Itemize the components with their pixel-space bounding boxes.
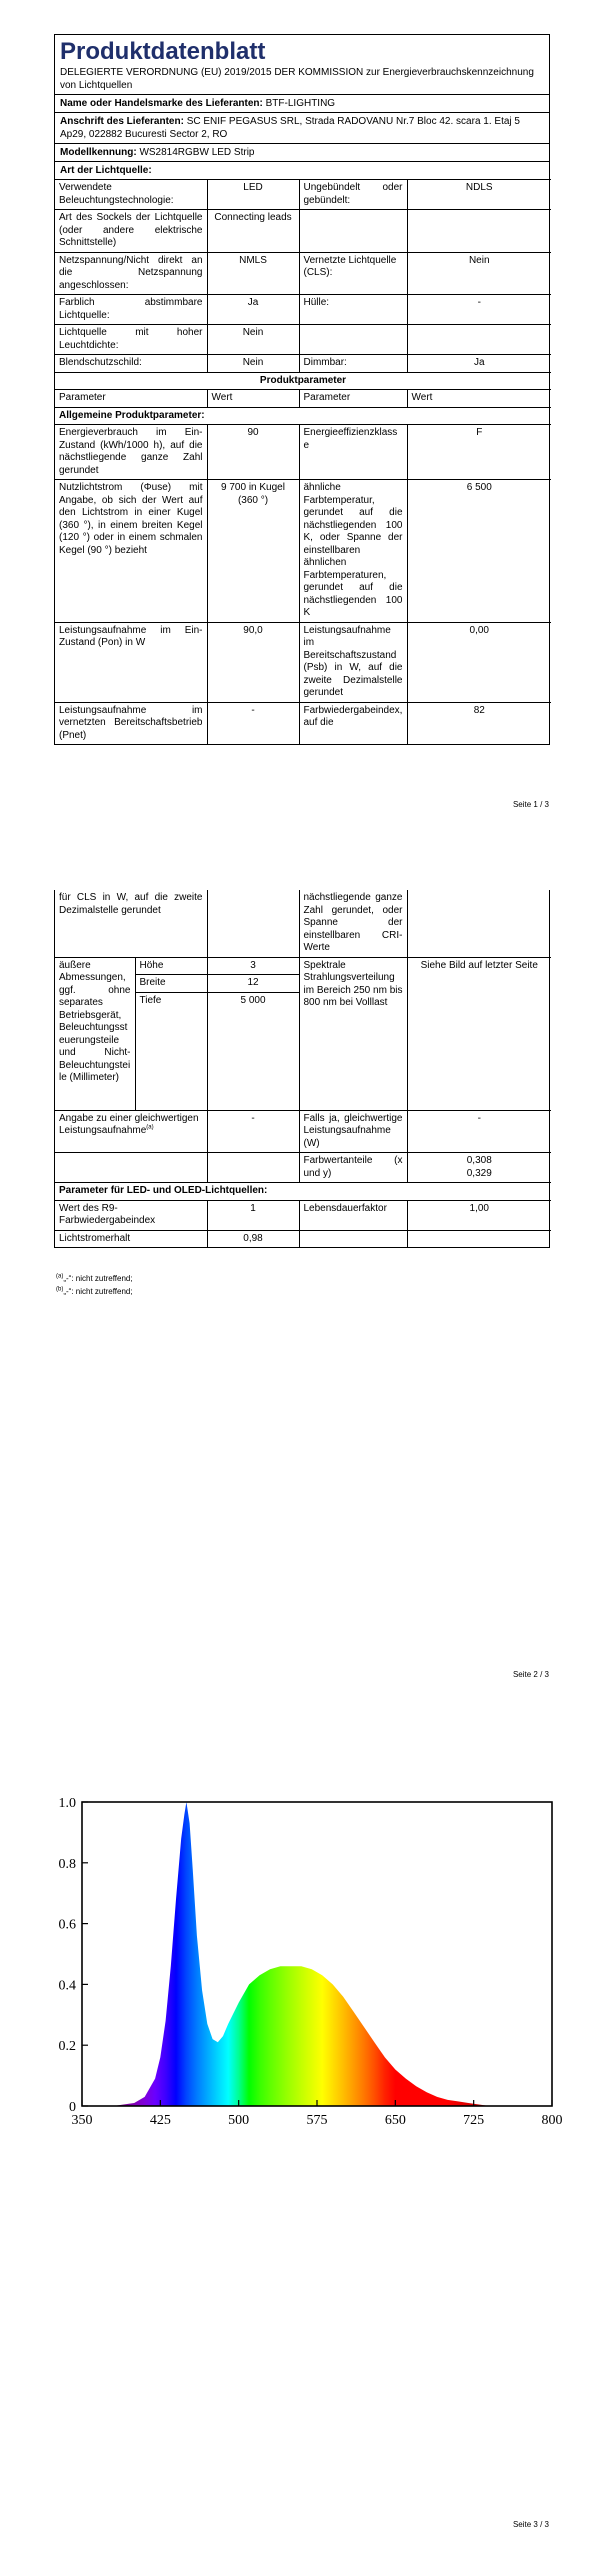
cell-value: 1,00: [407, 1200, 551, 1230]
col-header-param: Parameter: [299, 390, 407, 408]
cell-label: Angabe zu einer gleichwertigen Leistungsaufnahme$^{(a)}$: [55, 1110, 207, 1153]
model-id-value: WS2814RGBW LED Strip: [139, 147, 255, 158]
table-header-row: [55, 390, 551, 408]
cell-label: Nutzlichtstrom (Φuse) mit Angabe, ob sich der Wert auf den Lichtstrom in einer Kugel (360 °), in einem breiten Kegel (120 °) oder in einem schmalen Kegel (90 °) bezieht: [55, 480, 207, 623]
cell-value: [407, 210, 551, 253]
supplier-address-label: Anschrift des Lieferanten:: [60, 116, 184, 127]
supplier-address-value: SC ENIF PEGASUS SRL, Strada RADOVANU Nr.7 Bloc 42. scara 1. Etaj 5 Ap29, 022882 Bucuresti Sector 2, RO: [60, 116, 520, 140]
light-source-table: [55, 179, 551, 744]
page-3: [0, 1740, 603, 2560]
footnotes: [56, 1272, 133, 1298]
cell-label: nächstliegende ganze Zahl gerundet, oder Spanne der einstellbaren CRI-Werte: [299, 890, 407, 957]
cell-value: Nein: [407, 252, 551, 295]
table-row: [55, 295, 551, 325]
spectrum-area: [113, 1802, 531, 2106]
y-tick-label: 0: [69, 2100, 76, 2115]
y-tick-label: 0.8: [58, 1856, 76, 1872]
model-id-label: Modellkennung:: [60, 147, 137, 158]
cell-value: 82: [407, 702, 551, 744]
col-header-param: Parameter: [55, 390, 207, 408]
footnote-b: $^{(b)}$„-“: nicht zutreffend;: [56, 1286, 133, 1296]
supplier-name: [55, 94, 549, 112]
cell-label: für CLS in W, auf die zweite Dezimalstelle gerundet: [55, 890, 207, 957]
datasheet-page-2: [54, 890, 550, 1248]
cell-value: 0,308 0,329: [407, 1153, 551, 1183]
y-tick-label: 0.2: [58, 2039, 76, 2055]
cell-value: LED: [207, 180, 299, 210]
page-number: Seite 1 / 3: [512, 800, 549, 809]
cell-value: [407, 325, 551, 355]
cell-value: -: [407, 295, 551, 325]
y-tick-label: 0.4: [58, 1978, 76, 1994]
table-row: [55, 957, 551, 975]
table-row: [55, 407, 551, 425]
cell-value: Connecting leads: [207, 210, 299, 253]
cell-label: Farbwertanteile (x und y): [299, 1153, 407, 1183]
x-tick-label: 800: [541, 2113, 563, 2128]
cell-value: 9 700 in Kugel (360 °): [207, 480, 299, 623]
cell-label: [299, 210, 407, 253]
table-row: [55, 1153, 551, 1183]
cell-label: Leistungsaufnahme im Ein-Zustand (Pon) in W: [55, 622, 207, 702]
dimension-name: Höhe: [135, 957, 207, 975]
cell-value: [207, 890, 299, 957]
cell-value: Nein: [207, 325, 299, 355]
spectral-distribution-chart: [40, 1740, 563, 2300]
x-tick-label: 575: [306, 2113, 328, 2128]
page-title: Produktdatenblatt: [60, 38, 266, 65]
page-1: [0, 0, 603, 820]
cell-label: Verwendete Beleuchtungstechnologie:: [55, 180, 207, 210]
dimension-value: 5 000: [207, 992, 299, 1110]
table-row: [55, 372, 551, 390]
cell-label: Blendschutzschild:: [55, 355, 207, 373]
table-row: [55, 702, 551, 744]
cell-value: -: [407, 1110, 551, 1153]
cell-value: 90,0: [207, 622, 299, 702]
dimensions-label: äußere Abmessungen, ggf. ohne separates Betriebsgerät, Beleuchtungssteuerungsteile und Nicht-Beleuchtungsteile (Millimeter): [55, 957, 135, 1110]
cell-label: Farblich abstimmbare Lichtquelle:: [55, 295, 207, 325]
cell-value: NDLS: [407, 180, 551, 210]
cell-label: Falls ja, gleichwertige Leistungsaufnahme (W): [299, 1110, 407, 1153]
cell-label: Netzspannung/Nicht direkt an die Netzspannung angeschlossen:: [55, 252, 207, 295]
datasheet-page-1: [54, 34, 550, 745]
cell-value: NMLS: [207, 252, 299, 295]
table-row: [55, 1200, 551, 1230]
cell-label: ähnliche Farbtemperatur, gerundet auf die nächstliegenden 100 K, oder Spanne der einstellbaren ähnlichen Farbtemperaturen, gerundet auf die nächstliegenden 100 K: [299, 480, 407, 623]
cell-value: Ja: [407, 355, 551, 373]
cell-value: 6 500: [407, 480, 551, 623]
dimension-name: Tiefe: [135, 992, 207, 1110]
model-id: [55, 143, 549, 161]
table-row: [55, 1110, 551, 1153]
footnote-a: $^{(a)}$„-“: nicht zutreffend;: [56, 1273, 133, 1283]
table-row: [55, 325, 551, 355]
cell-value: [407, 1230, 551, 1247]
cell-label: Ungebündelt oder gebündelt:: [299, 180, 407, 210]
cell-label: Vernetzte Lichtquelle (CLS):: [299, 252, 407, 295]
supplier-name-value: BTF-LIGHTING: [265, 98, 336, 109]
cell-label: [299, 325, 407, 355]
cell-value: F: [407, 425, 551, 480]
page-2: [0, 880, 603, 1700]
cell-label: Art des Sockels der Lichtquelle (oder andere elektrische Schnittstelle): [55, 210, 207, 253]
cell-value: Ja: [207, 295, 299, 325]
cell-value: 0,00: [407, 622, 551, 702]
cell-label: Energieeffizienzklasse: [299, 425, 407, 480]
y-tick-label: 1.0: [58, 1796, 76, 1811]
supplier-address: [55, 112, 549, 143]
cell-label: Hülle:: [299, 295, 407, 325]
general-params-heading: Allgemeine Produktparameter:: [55, 407, 551, 425]
cell-label: Dimmbar:: [299, 355, 407, 373]
table-row: [55, 425, 551, 480]
cell-value: 1: [207, 1200, 299, 1230]
cell-label: Energieverbrauch im Ein-Zustand (kWh/1000 h), auf die nächstliegende ganze Zahl gerundet: [55, 425, 207, 480]
cell-label: [299, 1230, 407, 1247]
product-params-heading: Produktparameter: [55, 372, 551, 390]
page-number: Seite 2 / 3: [512, 1670, 549, 1679]
table-row: [55, 622, 551, 702]
page-number: Seite 3 / 3: [512, 2520, 549, 2529]
table-row: [55, 890, 551, 957]
cell-label: Lichtquelle mit hoher Leuchtdichte:: [55, 325, 207, 355]
cell-label: Farbwiedergabeindex, auf die: [299, 702, 407, 744]
x-tick-label: 425: [149, 2113, 171, 2128]
led-params-heading: Parameter für LED- und OLED-Lichtquellen:: [55, 1183, 551, 1201]
cell-label: Lebensdauerfaktor: [299, 1200, 407, 1230]
cell-label: [55, 1153, 207, 1183]
x-tick-label: 350: [71, 2113, 93, 2128]
cell-value: [407, 890, 551, 957]
cell-value: 90: [207, 425, 299, 480]
x-tick-label: 500: [228, 2113, 250, 2128]
table-row: [55, 355, 551, 373]
table-row: [55, 480, 551, 623]
x-tick-label: 725: [463, 2113, 485, 2128]
cell-label: Spektrale Strahlungsverteilung im Bereich 250 nm bis 800 nm bei Volllast: [299, 957, 407, 1110]
col-header-value: Wert: [207, 390, 299, 408]
cell-label: Wert des R9-Farbwiedergabeindex: [55, 1200, 207, 1230]
cell-value: Siehe Bild auf letzter Seite: [407, 957, 551, 1110]
col-header-value: Wert: [407, 390, 551, 408]
table-row: [55, 180, 551, 210]
dimension-value: 3: [207, 957, 299, 975]
supplier-name-label: Name oder Handelsmarke des Lieferanten:: [60, 98, 263, 109]
cell-value: [207, 1153, 299, 1183]
table-row: [55, 1183, 551, 1201]
cell-value: -: [207, 1110, 299, 1153]
y-tick-label: 0.6: [58, 1917, 76, 1933]
table-row: [55, 252, 551, 295]
cell-label: Lichtstromerhalt: [55, 1230, 207, 1247]
cell-value: 0,98: [207, 1230, 299, 1247]
light-source-heading: Art der Lichtquelle:: [55, 161, 549, 179]
cell-label: Leistungsaufnahme im Bereitschaftszustand (Psb) in W, auf die zweite Dezimalstelle gerundet: [299, 622, 407, 702]
dimension-name: Breite: [135, 975, 207, 993]
cell-label: Leistungsaufnahme im vernetzten Bereitschaftsbetrieb (Pnet): [55, 702, 207, 744]
dimension-value: 12: [207, 975, 299, 993]
table-row: [55, 1230, 551, 1247]
cell-value: -: [207, 702, 299, 744]
regulation-text: DELEGIERTE VERORDNUNG (EU) 2019/2015 DER KOMMISSION zur Energieverbrauchskennzeichnung von Lichtquellen: [60, 67, 534, 91]
x-tick-label: 650: [384, 2113, 406, 2128]
params-continued-table: [55, 890, 551, 1247]
table-row: [55, 210, 551, 253]
cell-value: Nein: [207, 355, 299, 373]
